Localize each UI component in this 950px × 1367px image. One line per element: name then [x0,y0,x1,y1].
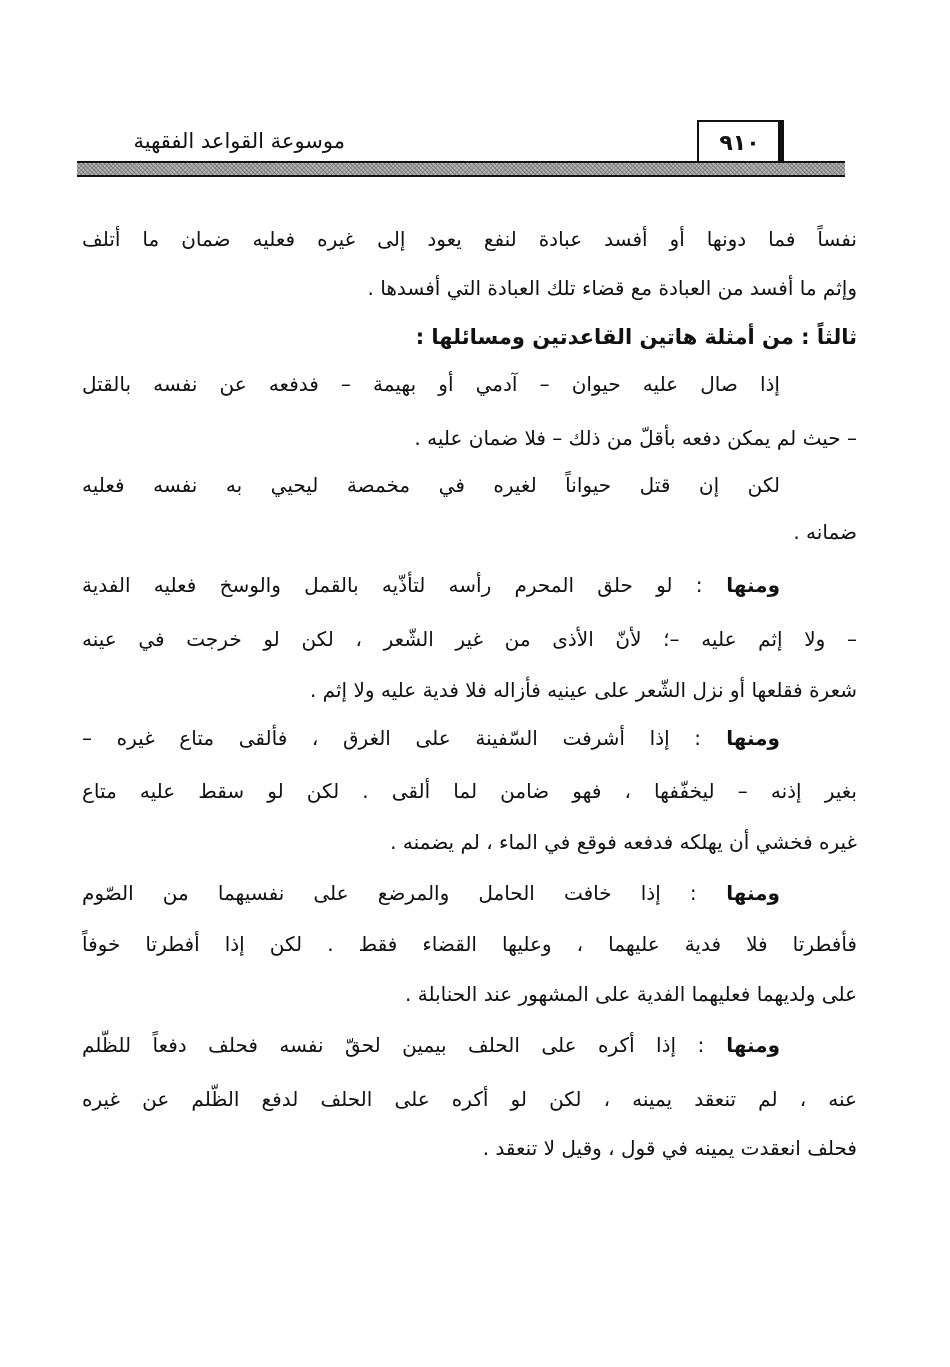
text-line-15: فأفطرتا فلا فدية عليهما ، وعليها القضاء فقط . لكن إذا أفطرتا خوفاً [82,932,857,956]
text-line-2: وإثم ما أفسد من العبادة مع قضاء تلك العبادة التي أفسدها . [367,276,857,300]
text-line-5: – حيث لم يمكن دفعه بأقلّ من ذلك – فلا ضمان عليه . [414,426,857,450]
page-number: ٩١٠ [719,131,760,156]
paragraph-lead-line: ومنها : إذا أشرفت السّفينة على الغرق ، فألقى متاع غيره – [82,726,780,750]
text-line-1: نفساً فما دونها أو أفسد عبادة لنفع يعود إلى غيره فعليه ضمان ما أتلف [82,227,857,251]
page-number-box-shadow [778,120,784,166]
paragraph-lead-word: ومنها [696,881,780,905]
text-line-16: على ولديهما فعليهما الفدية على المشهور عند الحنابلة . [405,982,857,1006]
header-rule [77,161,845,177]
text-line-6: لكن إن قتل حيواناً لغيره في مخمصة ليحيي به نفسه فعليه [82,473,780,497]
paragraph-lead-word: ومنها [702,573,780,597]
paragraph-lead-line: ومنها : إذا خافت الحامل والمرضع على نفسيهما من الصّوم [82,881,780,905]
text-line-9: – ولا إثم عليه –؛ لأنّ الأذى من غير الشّعر ، لكن لو خرجت في عينه [82,627,857,651]
paragraph-lead-word: ومنها [701,726,780,750]
paragraph-lead-line: ومنها : لو حلق المحرم رأسه لتأذّيه بالقمل والوسخ فعليه الفدية [82,573,780,597]
text-line-13: غيره فخشي أن يهلكه فدفعه فوقع في الماء ، لم يضمنه . [390,830,857,854]
page-number-box [697,120,782,164]
paragraph-lead-line: ومنها : إذا أكره على الحلف بيمين لحقّ نفسه فحلف دفعاً للظّلم [82,1033,781,1057]
text-line-4: إذا صال عليه حيوان – آدمي أو بهيمة – فدفعه عن نفسه بالقتل [82,372,780,396]
text-line-19: فحلف انعقدت يمينه في قول ، وقيل لا تنعقد . [482,1136,857,1160]
section-heading: ثالثاً : من أمثلة هاتين القاعدتين ومسائلها : [415,325,857,349]
running-header-title: موسوعة القواعد الفقهية [133,129,345,153]
text-line-18: عنه ، لم تنعقد يمينه ، لكن لو أكره على الحلف لدفع الظّلم عن غيره [82,1087,857,1111]
text-line-7: ضمانه . [793,520,857,544]
text-line-12: بغير إذنه – ليخفّفها ، فهو ضامن لما ألقى . لكن لو سقط عليه متاع [82,779,857,803]
text-line-10: شعرة فقلعها أو نزل الشّعر على عينيه فأزاله فلا فدية عليه ولا إثم . [309,678,857,702]
paragraph-lead-word: ومنها [704,1033,781,1057]
